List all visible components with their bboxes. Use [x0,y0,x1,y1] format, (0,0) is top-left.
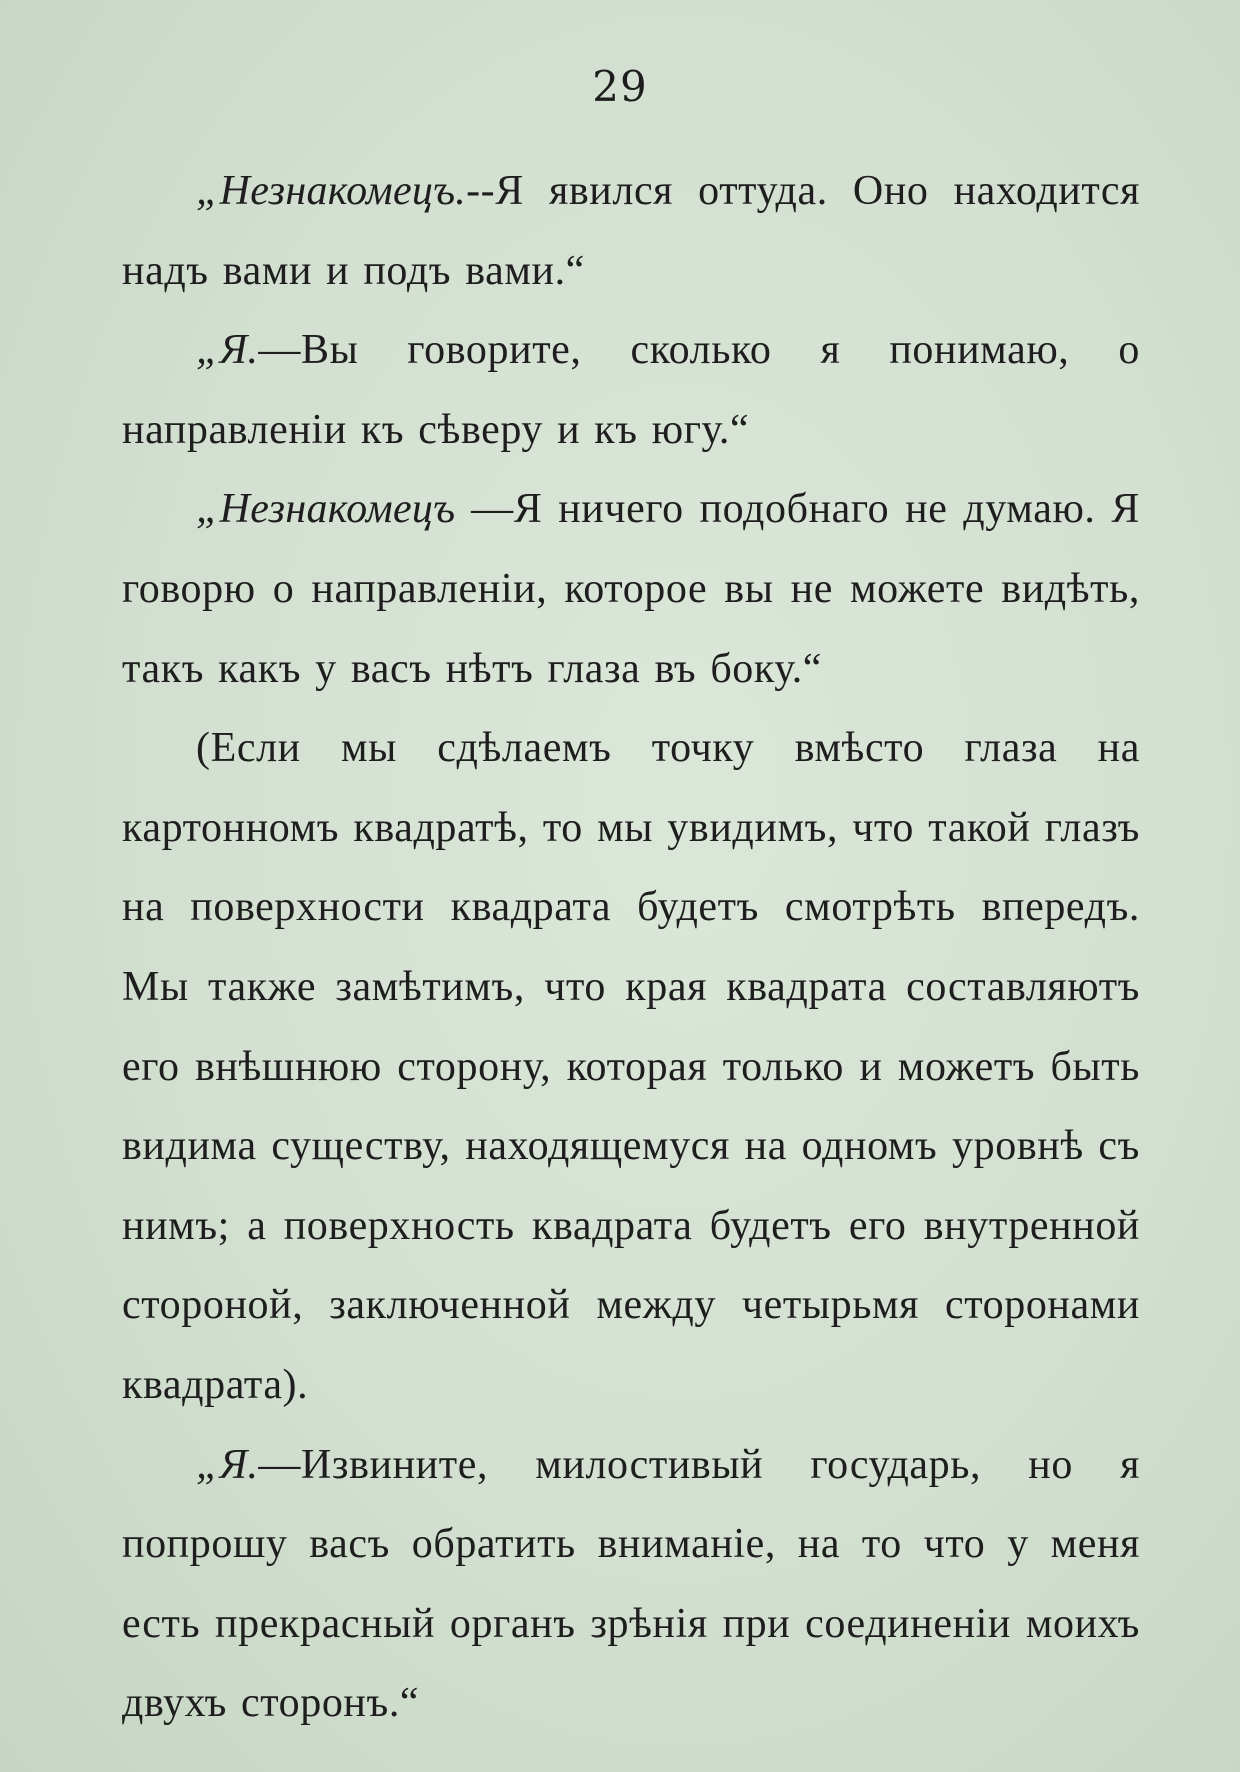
page-number: 29 [592,62,648,111]
page-text [122,152,1140,1744]
paragraph-stranger-1 [122,152,1140,311]
speaker-label: „Незнакомецъ. [196,168,467,214]
paragraph-text: --Я явился оттуда. Оно находится надъ вами и подъ вами.“ [122,168,1140,294]
paragraph-explanation [122,709,1140,1425]
paragraph-text: —Я ничего подобнаго не думаю. Я говорю о направленіи, которое вы не можете видѣть, такъ какъ у васъ нѣтъ глаза въ боку.“ [122,486,1140,692]
paragraph-stranger-2 [122,470,1140,709]
paragraph-narrator-2 [122,1426,1140,1744]
speaker-label: „Я. [196,327,259,374]
paragraph-text: (Если мы сдѣлаемъ точку вмѣсто глаза на картонномъ квадратѣ, то мы увидимъ, что такой глазъ на поверхности квадрата будетъ смотрѣть впередъ. Мы также замѣтимъ, что края квадрата составляютъ его внѣшнюю сторону, которая только и можетъ быть видима существу, находящемуся на одномъ уровнѣ съ нимъ; а поверхность квадрата будетъ его внутренной стороной, заключенной между четырьмя сторонами квадрата). [122,725,1140,1408]
paragraph-narrator-1 [122,311,1140,470]
speaker-label: „Я. [196,1441,259,1488]
paragraph-text: —Извините, милостивый государь, но я попрошу васъ обратить вниманіе, на то что у меня есть прекрасный органъ зрѣнія при соединеніи моихъ двухъ сторонъ.“ [122,1441,1140,1727]
paragraph-text: —Вы говорите, сколько я понимаю, о направленіи къ сѣверу и къ югу.“ [122,327,1140,453]
speaker-label: „Незнакомецъ [196,486,456,533]
